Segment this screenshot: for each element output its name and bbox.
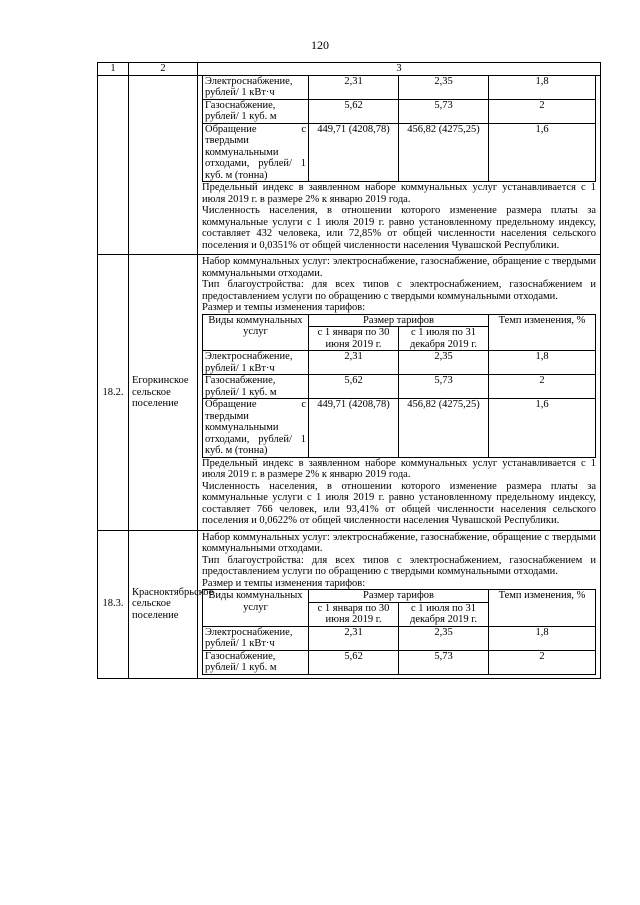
table-row — [203, 626, 596, 650]
change-rate: 1,8 — [489, 76, 596, 100]
table-header-row — [203, 590, 596, 603]
table-row — [203, 650, 596, 674]
tariff-jul: 5,73 — [399, 650, 489, 674]
tariff-jan: 5,62 — [309, 375, 399, 399]
header-period-jul: с 1 июля по 31 декабря 2019 г. — [399, 327, 489, 351]
tariff-jan: 2,31 — [309, 76, 399, 100]
services-set-paragraph: Набор коммунальных услуг: электроснабжение, газоснабжение, обращение с твердыми коммунальными отходами. — [202, 531, 596, 554]
service-name: Электроснабжение, рублей/ 1 кВт·ч — [203, 76, 309, 100]
change-rate: 2 — [489, 99, 596, 123]
tariff-jan: 5,62 — [309, 99, 399, 123]
column-number-1: 1 — [98, 63, 129, 76]
tariff-jul: 2,35 — [399, 76, 489, 100]
tariff-jul: 456,82 (4275,25) — [399, 399, 489, 458]
tariff-table — [97, 62, 601, 679]
service-name: Обращение с твердыми коммунальными отходами, рублей/ 1 куб. м (тонна) — [203, 399, 309, 458]
table-header-row — [203, 314, 596, 327]
service-name: Газоснабжение, рублей/ 1 куб. м — [203, 375, 309, 399]
service-name: Электроснабжение, рублей/ 1 кВт·ч — [203, 351, 309, 375]
table-row — [203, 375, 596, 399]
number-cell-empty — [98, 75, 129, 255]
change-rate: 1,8 — [489, 626, 596, 650]
improvement-type-paragraph: Тип благоустройства: для всех типов с электроснабжением, газоснабжением и предоставлением услуги по обращению с твердыми коммунальными отходами. — [202, 554, 596, 577]
header-service-kind: Виды коммунальных услуг — [203, 590, 309, 627]
service-name: Газоснабжение, рублей/ 1 куб. м — [203, 650, 309, 674]
header-period-jan: с 1 января по 30 июня 2019 г. — [309, 327, 399, 351]
change-rate: 2 — [489, 375, 596, 399]
header-change-rate: Темп изменения, % — [489, 590, 596, 627]
table-row — [203, 123, 596, 182]
header-period-jan: с 1 января по 30 июня 2019 г. — [309, 602, 399, 626]
section-content — [198, 255, 601, 531]
column-number-row — [98, 63, 601, 76]
section-content — [198, 75, 601, 255]
page-number: 120 — [311, 38, 329, 52]
tariff-jul: 5,73 — [399, 99, 489, 123]
header-tariff-size: Размер тарифов — [309, 314, 489, 327]
settlement-name: Красноктябрьское сельское поселение — [129, 530, 198, 678]
column-number-2: 2 — [129, 63, 198, 76]
service-name: Обращение с твердыми коммунальными отходами, рублей/ 1 куб. м (тонна) — [203, 123, 309, 182]
tariff-caption: Размер и темпы изменения тарифов: — [202, 302, 366, 313]
tariff-jan: 449,71 (4208,78) — [309, 399, 399, 458]
section-18-3 — [98, 530, 601, 678]
section-content — [198, 530, 601, 678]
index-paragraph: Предельный индекс в заявленном наборе коммунальных услуг устанавливается с 1 июля 2019 г. в размере 2% к январю 2019 года. — [202, 182, 596, 205]
population-paragraph: Численность населения, в отношении которого изменение размера платы за коммунальные услуги с 1 июля 2019 г. равно установленному предельному индексу, составляет 432 человека, или 72,85% от общей численности населения сельского поселения и 0,0351% от общей численности населения Чувашской Республики. — [202, 205, 596, 251]
section-18-2 — [98, 255, 601, 531]
table-row — [203, 76, 596, 100]
tariff-jul: 456,82 (4275,25) — [399, 123, 489, 182]
settlement-name: Егоркинское сельское поселение — [129, 255, 198, 531]
name-cell-empty — [129, 75, 198, 255]
header-period-jul: с 1 июля по 31 декабря 2019 г. — [399, 602, 489, 626]
change-rate: 1,6 — [489, 399, 596, 458]
table-row — [203, 99, 596, 123]
index-paragraph: Предельный индекс в заявленном наборе коммунальных услуг устанавливается с 1 июля 2019 г. в размере 2% к январю 2019 года. — [202, 457, 596, 480]
improvement-type-paragraph: Тип благоустройства: для всех типов с электроснабжением, газоснабжением и предоставлением услуги по обращению с твердыми коммунальными отходами. — [202, 279, 596, 302]
change-rate: 1,8 — [489, 351, 596, 375]
tariff-values-table — [202, 314, 596, 458]
tariff-jul: 2,35 — [399, 626, 489, 650]
tariff-jul: 2,35 — [399, 351, 489, 375]
tariff-jul: 5,73 — [399, 375, 489, 399]
header-tariff-size: Размер тарифов — [309, 590, 489, 603]
section-continuation — [98, 75, 601, 255]
population-paragraph: Численность населения, в отношении которого изменение размера платы за коммунальные услуги с 1 июля 2019 г. равно установленному предельному индексу, составляет 766 человек, или 93,41% от общей численности населения сельского поселения и 0,0622% от общей численности населения Чувашской Республики. — [202, 480, 596, 526]
header-service-kind: Виды коммунальных услуг — [203, 314, 309, 351]
header-change-rate: Темп изменения, % — [489, 314, 596, 351]
tariff-jan: 2,31 — [309, 626, 399, 650]
services-set-paragraph: Набор коммунальных услуг: электроснабжение, газоснабжение, обращение с твердыми коммунальными отходами. — [202, 256, 596, 279]
column-number-3: 3 — [198, 63, 601, 76]
tariff-jan: 5,62 — [309, 650, 399, 674]
tariff-jan: 449,71 (4208,78) — [309, 123, 399, 182]
section-number: 18.3. — [98, 530, 129, 678]
tariff-caption: Размер и темпы изменения тарифов: — [202, 577, 366, 589]
service-name: Электроснабжение, рублей/ 1 кВт·ч — [203, 626, 309, 650]
table-row — [203, 399, 596, 458]
change-rate: 2 — [489, 650, 596, 674]
table-row — [203, 351, 596, 375]
tariff-values-table — [202, 76, 596, 183]
change-rate: 1,6 — [489, 123, 596, 182]
tariff-values-table — [202, 589, 596, 675]
service-name: Газоснабжение, рублей/ 1 куб. м — [203, 99, 309, 123]
section-number: 18.2. — [98, 255, 129, 531]
tariff-jan: 2,31 — [309, 351, 399, 375]
